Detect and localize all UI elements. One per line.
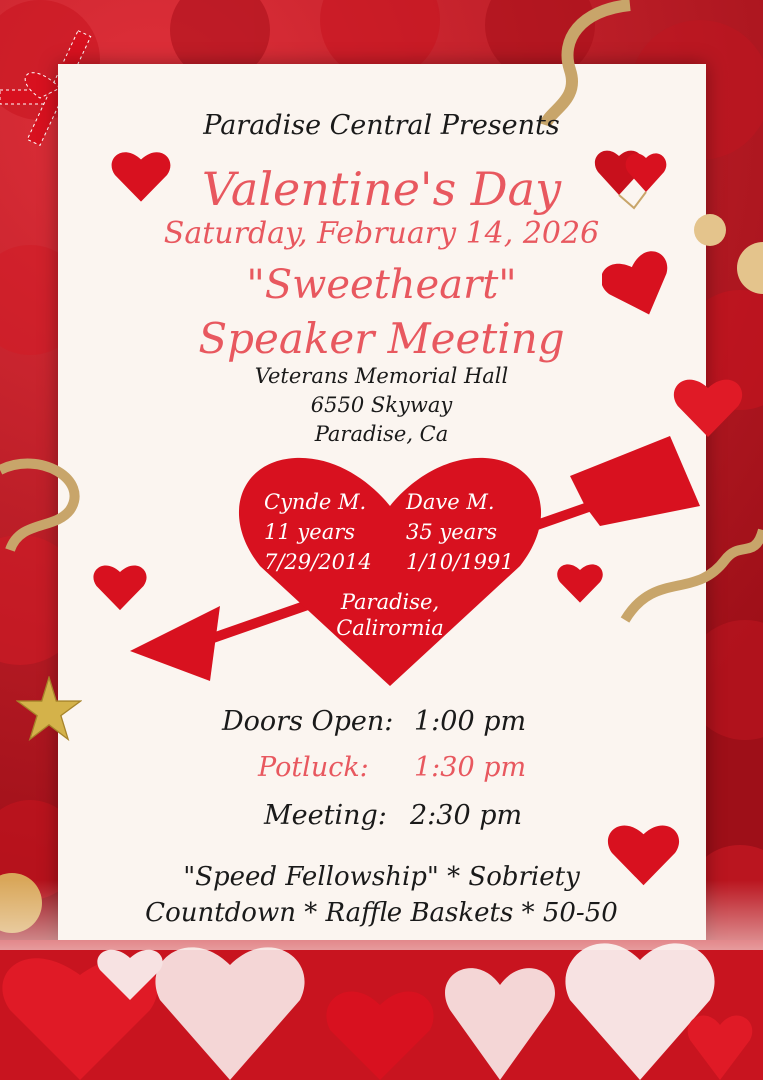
schedule-potluck-time: 1:30 pm	[414, 752, 527, 783]
schedule-potluck-label: Potluck:	[258, 752, 369, 783]
speaker-1-years: 11 years	[264, 520, 356, 544]
presenter-line: Paradise Central Presents	[203, 110, 560, 141]
schedule-doors-label: Doors Open:	[222, 706, 394, 737]
gold-star-icon	[16, 676, 82, 742]
speaker-1-date: 7/29/2014	[264, 550, 372, 574]
event-subtitle-line1: "Sweetheart"	[246, 262, 517, 308]
event-title: Valentine's Day	[201, 162, 562, 216]
footer-line1: "Speed Fellowship" * Sobriety	[183, 862, 580, 892]
speaker-2-years: 35 years	[406, 520, 498, 544]
venue-name: Veterans Memorial Hall	[254, 364, 509, 388]
speaker-location-line2: Calirornia	[336, 616, 444, 640]
speaker-1-name: Cynde M.	[264, 490, 367, 514]
footer-line2: Countdown * Raffle Baskets * 50-50	[145, 898, 618, 928]
event-date: Saturday, February 14, 2026	[163, 216, 600, 251]
schedule-doors-time: 1:00 pm	[414, 706, 527, 737]
speaker-location-line1: Paradise,	[340, 590, 440, 614]
venue-city: Paradise, Ca	[314, 422, 449, 446]
gold-ribbon-icon	[0, 450, 110, 560]
event-subtitle-line2: Speaker Meeting	[198, 314, 565, 363]
schedule-meeting-time: 2:30 pm	[410, 800, 523, 831]
venue-address: 6550 Skyway	[310, 393, 453, 417]
speaker-2-name: Dave M.	[406, 490, 495, 514]
schedule-meeting-label: Meeting:	[264, 800, 387, 831]
speaker-2-date: 1/10/1991	[406, 550, 514, 574]
